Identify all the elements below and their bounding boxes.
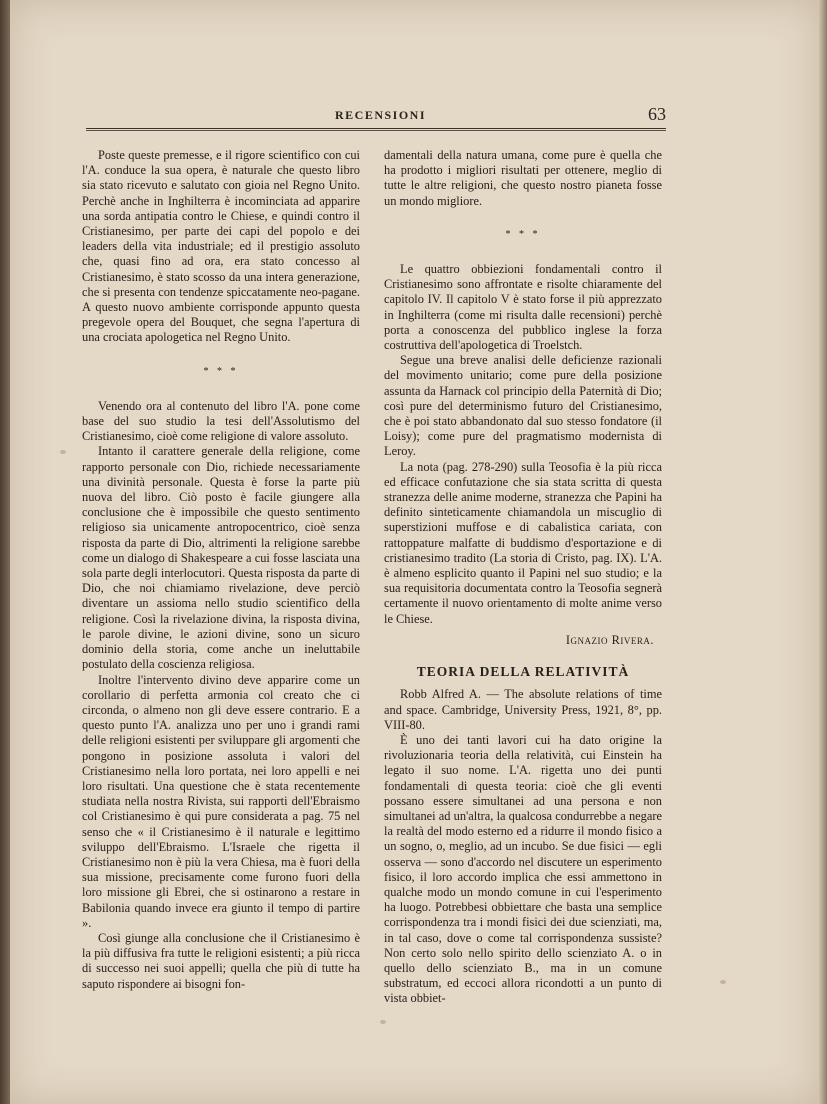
paragraph: Così giunge alla conclusione che il Cristianesimo è la più diffusiva fra tutte le religioni esistenti; a più ricca di successo nei suoi appelli; quella che più di tutte ha saputo rispondere ai bisogni fon- bbox=[82, 930, 360, 991]
paragraph: Le quattro obbiezioni fondamentali contro il Cristianesimo sono affrontate e risolte chiaramente del capitolo IV. Il capitolo V è stato forse il più apprezzato in Inghilterra (come mi risulta dalle recensioni) perchè porta a conoscenza del pubblico inglese la forza costruttiva dell'apologetica di Troelstch. bbox=[384, 262, 662, 353]
section-title: TEORIA DELLA RELATIVITÀ bbox=[416, 664, 630, 680]
paragraph: damentali della natura umana, come pure è quella che ha prodotto i migliori risultati per ottenere, meglio di tutte le altre religioni, che questo nostro pianeta fosse un mondo migliore. bbox=[384, 148, 662, 208]
paragraph: La nota (pag. 278-290) sulla Teosofia è la più ricca ed efficace confutazione che sia stata scritta di questa stranezza delle anime moderne, stranezza che Papini ha definito sinteticamente chiamandola un miscuglio di superstizioni muffose e di cabalistica cariata, con rattoppature malfatte di buddismo d'esportazione e di cristianesimo tradito (La storia di Cristo, pag. IX). L'A. è almeno esplicito quanto il Papini nel suo studio; e la sua requisitoria documentata contro la Teosofia segnerà certamente il nuovo orientamento di molte anime verso le Chiese. bbox=[384, 459, 662, 626]
paragraph: È uno dei tanti lavori cui ha dato origine la rivoluzionaria teoria della relatività, cui Einstein ha legato il suo nome. L'A. rigetta uno dei punti fondamentali di questa teoria: cioè che gli eventi possano essere simultanei ad una persona e non simultanei ad un'altra, la qualcosa condurrebbe a negare la realtà del modo esterno ed a ridurre il mondo fisico a un sogno, o, meglio, ad un incubo. Se due fisici — egli osserva — sono d'accordo nel discutere un esperimento fisico, il loro accordo implica che essi ammettono in qualche modo un mondo comune in cui l'esperimento ha luogo. Potrebbesi obbiettare che basta una semplice corrispondenza tra i mondi fisici dei due scienziati, ma, in tal caso, dove o come tal corrispondenza sussiste? Non certo solo nello spirito dello scienziato A. o in quello dello scienziato B., ma in un comune substratum, ed eccoci allora ricondotti a un punto di vista obbiet- bbox=[384, 732, 662, 1006]
paragraph: Intanto il carattere generale della religione, come rapporto personale con Dio, richiede necessariamente una divinità personale. Questa è forse la parte più nuova del libro. Ciò posto è facile giungere alla conclusione che è impossibile che questo sentimento religioso sia unicamente antropocentrico, cioè senza risposta da parte di Dio, altrimenti la religione sarebbe come un dialogo di Shakespeare a cui fosse lasciata una sola parte degli interlocutori. Questa risposta da parte di Dio, che noi chiamiamo rivelazione, deve perciò diventare un assioma nello studio scientifico della religione. Così la rivelazione divina, la risposta divina, le parole divine, le azioni divine, sono un sicuro dominio della storia, come anche un ineluttabile postulato della coscienza religiosa. bbox=[82, 444, 360, 672]
section-separator: * * * bbox=[203, 365, 239, 377]
paper-spot bbox=[380, 1020, 386, 1024]
header-rule bbox=[86, 128, 666, 129]
page-number: 63 bbox=[648, 104, 666, 124]
left-column bbox=[82, 148, 360, 992]
paragraph: Poste queste premesse, e il rigore scientifico con cui l'A. conduce la sua opera, è naturale che questo libro sia stato ricevuto e salutato con gioia nel Regno Unito. Perchè anche in Inghilterra è incominciata ad apparire una sorda antipatia contro le Chiese, e quindi contro il Cristianesimo, per parte dei capi del popolo e dei leaders della vita industriale; ed il prestigio assoluto che, quasi fino ad ora, era stato concesso al Cristianesimo, è stato scosso da una intera generazione, che si presenta con tendenze spiccatamente neo-pagane. A questo nuovo ambiente corrisponde appunto questa pregevole opera del Bouquet, che segna l'apertura di una crociata apologetica nel Regno Unito. bbox=[82, 148, 360, 345]
paragraph: Segue una breve analisi delle deficienze razionali del movimento unitario; come pure della posizione assunta da Harnack col principio della Paternità di Dio; così pure del determinismo futuro del Cristianesimo, che è poi stato abbandonato dal suo stesso fondatore (il Loisy); come pure del pragmatismo modernista di Leroy. bbox=[384, 353, 662, 459]
right-column bbox=[384, 148, 662, 1007]
paper-spot bbox=[60, 450, 66, 454]
bibliographic-citation: Robb Alfred A. — The absolute relations of time and space. Cambridge, University Press, 1921, 8°, pp. VIII-80. bbox=[384, 687, 662, 732]
section-separator: * * * bbox=[505, 228, 541, 240]
paragraph: Venendo ora al contenuto del libro l'A. pone come base del suo studio la tesi dell'Assolutismo del Cristianesimo, cioè come religione di valore assoluto. bbox=[82, 398, 360, 444]
page-edge bbox=[819, 0, 827, 1104]
review-signature: Ignazio Rivera. bbox=[565, 632, 654, 647]
paragraph: Inoltre l'intervento divino deve apparire come un corollario di perfetta armonia col creato che ci circonda, o almeno non gli deve essere contrario. E a questo punto l'A. analizza uno per uno i grandi rami delle religioni esistenti per sviluppare gli argomenti che pongono in posizione assoluta i valori del Cristianesimo nella loro portata, nei loro appelli e nei loro risultati. Una questione che è stata recentemente studiata nella nostra Rivista, sui rapporti dell'Ebraismo col Cristianesimo è qui pure considerata a pag. 75 nel senso che « il Cristianesimo è il naturale e legittimo sviluppo dell'Ebraismo. L'Israele che rigetta il Cristianesimo non è più la vera Chiesa, ma è fuori della sua missione, precisamente come furono fuori della loro missione gli Ebrei, che si ostinarono a restare in Babilonia quando invece era giunto il tempo di partire ». bbox=[82, 672, 360, 930]
paper-spot bbox=[720, 980, 726, 984]
book-spine bbox=[0, 0, 10, 1104]
running-header: RECENSIONI bbox=[335, 108, 427, 122]
